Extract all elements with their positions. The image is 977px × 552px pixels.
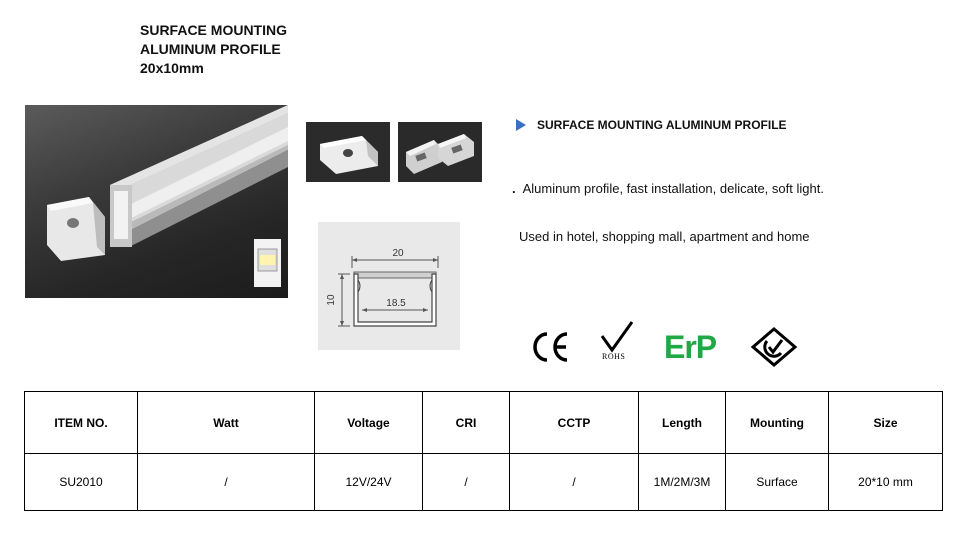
description-bullet: . <box>512 181 516 196</box>
title-line-3: 20x10mm <box>140 60 204 76</box>
cell-voltage: 12V/24V <box>315 454 423 511</box>
rohs-check-icon <box>598 320 638 354</box>
usage-text: Used in hotel, shopping mall, apartment and home <box>519 229 810 244</box>
profile-dimension-drawing <box>318 222 460 350</box>
description-text: Aluminum profile, fast installation, delicate, soft light. <box>522 181 824 196</box>
specification-table <box>24 391 943 511</box>
feature-description <box>512 181 824 196</box>
mounting-clips-thumbnail <box>398 122 482 182</box>
cell-cctp: / <box>510 454 639 511</box>
width-dimension-label: 20 <box>392 248 404 259</box>
cell-mounting: Surface <box>726 454 829 511</box>
cell-watt: / <box>138 454 315 511</box>
cell-size: 20*10 mm <box>829 454 943 511</box>
header-size: Size <box>829 392 943 454</box>
end-cap-thumbnail <box>306 122 390 182</box>
section-heading <box>516 118 787 132</box>
title-line-1: SURFACE MOUNTING <box>140 22 287 38</box>
header-item-no: ITEM NO. <box>25 392 138 454</box>
rohs-mark <box>598 320 638 366</box>
header-voltage: Voltage <box>315 392 423 454</box>
inner-width-dimension-label: 18.5 <box>386 298 406 309</box>
erp-mark: ErP <box>664 329 717 365</box>
table-header-row <box>25 392 943 454</box>
ce-mark-icon <box>531 330 571 364</box>
header-cri: CRI <box>423 392 510 454</box>
header-cctp: CCTP <box>510 392 639 454</box>
header-mounting: Mounting <box>726 392 829 454</box>
header-length: Length <box>639 392 726 454</box>
section-heading-text: SURFACE MOUNTING ALUMINUM PROFILE <box>537 118 787 132</box>
product-title <box>140 21 380 78</box>
height-dimension-label: 10 <box>326 294 337 306</box>
table-row <box>25 454 943 511</box>
header-watt: Watt <box>138 392 315 454</box>
cell-cri: / <box>423 454 510 511</box>
cell-length: 1M/2M/3M <box>639 454 726 511</box>
triangle-bullet-icon <box>516 119 526 131</box>
cell-item-no: SU2010 <box>25 454 138 511</box>
rcm-mark-icon <box>750 326 798 368</box>
title-line-2: ALUMINUM PROFILE <box>140 41 281 57</box>
rohs-label: ROHS <box>602 352 626 361</box>
product-photo <box>25 105 288 298</box>
